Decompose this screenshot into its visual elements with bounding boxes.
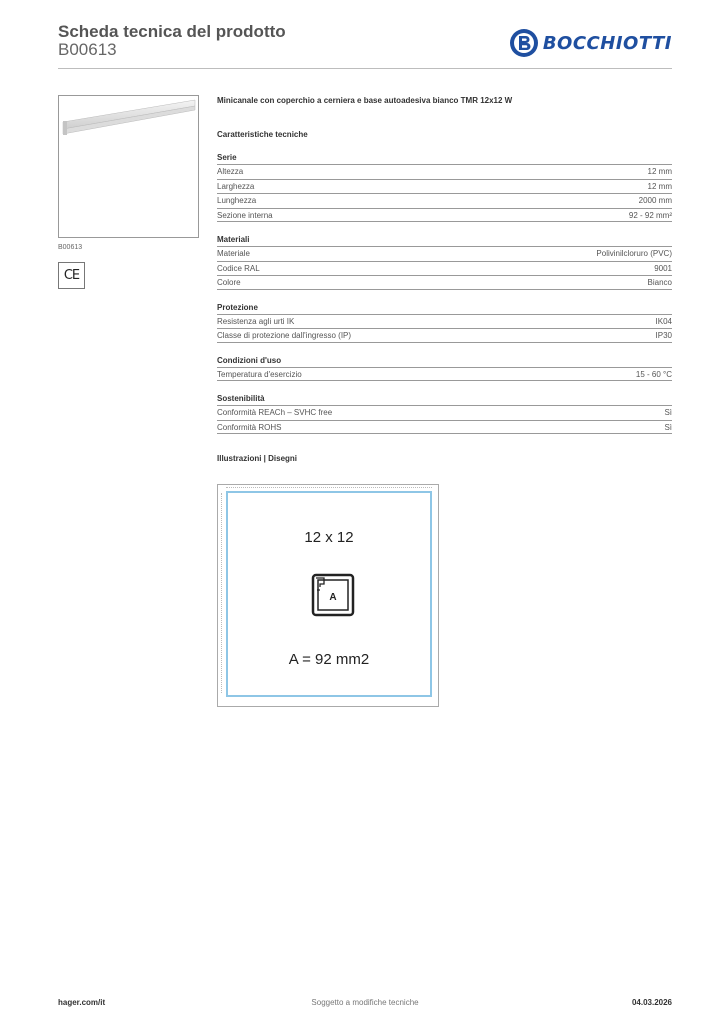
specification-panel: [217, 96, 672, 463]
product-code: B00613: [58, 40, 117, 59]
spec-label: Sezione interna: [217, 210, 273, 220]
spec-row: [217, 261, 672, 276]
spec-label: Classe di protezione dall'ingresso (IP): [217, 331, 352, 340]
spec-label: Resistenza agli urti IK: [217, 316, 295, 326]
duct-section-letter: A: [329, 592, 337, 603]
spec-section-title: Materiali: [217, 235, 250, 244]
spec-row: [217, 275, 672, 290]
spec-label: Temperatura d'esercizio: [217, 369, 302, 379]
product-photo: [58, 95, 199, 238]
spec-row: [217, 164, 672, 179]
spec-rows: [217, 405, 672, 434]
spec-value: 12 mm: [647, 181, 672, 191]
footer-note: Soggetto a modifiche tecniche: [311, 998, 419, 1007]
spec-value: 15 - 60 °C: [635, 369, 672, 379]
spec-rows: [217, 164, 672, 222]
spec-row: [217, 193, 672, 208]
spec-value: Bianco: [647, 278, 672, 287]
footer-date: 04.03.2026: [631, 998, 672, 1007]
page-title: Scheda tecnica del prodotto: [58, 22, 286, 41]
spec-section: [217, 355, 672, 382]
spec-row: [217, 179, 672, 194]
spec-row: [217, 405, 672, 420]
header-divider: [58, 68, 672, 69]
spec-value: IK04: [655, 316, 672, 326]
spec-value: 2000 mm: [638, 196, 672, 205]
spec-section: [217, 302, 672, 343]
spec-value: Sì: [664, 422, 672, 432]
ce-mark-icon: CE: [58, 262, 85, 289]
spec-label: Codice RAL: [217, 263, 260, 273]
spec-rows: [217, 314, 672, 343]
spec-label: Conformità ROHS: [217, 422, 282, 432]
spec-value: 12 mm: [647, 167, 672, 176]
drawing-dotted-border: [226, 487, 432, 488]
drawing-frame: [226, 491, 432, 697]
drawing-area-label: A = 92 mm2: [288, 651, 370, 668]
spec-value: 92 - 92 mm²: [628, 210, 672, 220]
spec-row: [217, 314, 672, 329]
spec-row: [217, 328, 672, 343]
footer-website-link[interactable]: hager.com/it: [58, 998, 106, 1007]
spec-value: IP30: [655, 331, 672, 340]
spec-row: [217, 367, 672, 382]
spec-section: [217, 393, 672, 434]
spec-value: Sì: [664, 408, 672, 417]
spec-label: Colore: [217, 278, 241, 287]
brand-name: BOCCHIOTTI: [542, 32, 672, 54]
spec-label: Altezza: [217, 167, 244, 176]
cable-duct-image: [59, 96, 198, 237]
drawing-size-label: 12 x 12: [304, 529, 354, 546]
spec-section-title: Serie: [217, 153, 237, 162]
spec-row: [217, 246, 672, 261]
spec-label: Larghezza: [217, 181, 255, 191]
spec-section-title: Protezione: [217, 302, 258, 312]
cross-section-drawing: [217, 484, 439, 707]
illustrations-heading: Illustrazioni | Disegni: [217, 454, 298, 463]
spec-section-title: Sostenibilità: [217, 394, 265, 403]
drawing-dotted-border: [221, 493, 222, 693]
spec-row: [217, 208, 672, 223]
spec-rows: [217, 367, 672, 382]
spec-label: Materiale: [217, 249, 250, 258]
spec-label: Lunghezza: [217, 196, 257, 205]
photo-caption: B00613: [58, 244, 83, 251]
spec-value: 9001: [654, 263, 672, 273]
bocchiotti-logo-icon: [509, 28, 539, 58]
spec-row: [217, 420, 672, 435]
spec-label: Conformità REACh – SVHC free: [217, 408, 333, 417]
duct-section-icon: [311, 573, 355, 617]
product-description: Minicanale con coperchio a cerniera e base autoadesiva bianco TMR 12x12 W: [217, 96, 513, 105]
spec-value: Polivinilcloruro (PVC): [596, 249, 672, 258]
page-header: [58, 20, 672, 70]
spec-sections: [217, 152, 672, 434]
spec-section: [217, 152, 672, 222]
brand-logo: [509, 28, 672, 58]
spec-section-title: Condizioni d'uso: [217, 355, 282, 365]
spec-rows: [217, 246, 672, 290]
tech-specs-heading: Caratteristiche tecniche: [217, 130, 308, 139]
spec-section: [217, 234, 672, 290]
